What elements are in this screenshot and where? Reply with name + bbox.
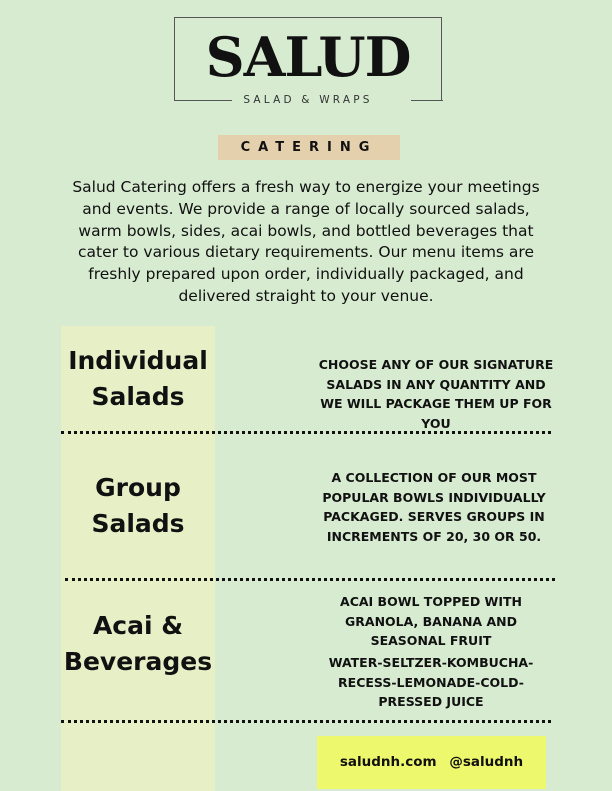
section-description-individual-salads: CHOOSE ANY OF OUR SIGNATURE SALADS IN ANY QUANTITY AND WE WILL PACKAGE THEM UP FOR YOU [318,357,554,431]
dotted-divider [61,720,551,723]
section-title-individual-salads [61,343,215,415]
section-title-line: Group [95,473,181,502]
brand-logo: SALUD [205,25,411,89]
section-title-group-salads [61,470,215,542]
section-title-line: Acai & [92,611,184,640]
section-title-line: Salads [91,509,185,538]
intro-paragraph: Salud Catering offers a fresh way to energize your meetings and events. We provide a range of locally sourced salads, warm bowls, sides, acai bowls, and bottled beverages that cater to various dietary requirements. Our menu items are freshly prepared upon order, individually packaged, and delivered straight to your venue. [72,178,540,305]
section-title-line: Beverages [63,647,213,676]
dotted-divider [61,431,551,434]
contact-footer [317,736,546,789]
section-title-acai-beverages [61,608,215,680]
section-title-line: Individual [68,346,208,375]
dotted-divider [65,578,555,581]
section-title-line: Salads [91,382,185,411]
website-link[interactable]: saludnh.com [339,754,437,770]
section-description-beverages: WATER-SELTZER-KOMBUCHA-RECESS-LEMONADE-COLD-PRESSED JUICE [328,655,534,709]
section-description-acai: ACAI BOWL TOPPED WITH GRANOLA, BANANA AND SEASONAL FRUIT [340,594,522,648]
catering-heading: CATERING [218,135,400,160]
social-handle[interactable]: @saludnh [449,754,524,770]
section-description-group-salads: A COLLECTION OF OUR MOST POPULAR BOWLS INDIVIDUALLY PACKAGED. SERVES GROUPS IN INCREMENTS OF 20, 30 OR 50. [322,470,546,544]
brand-tagline: SALAD & WRAPS [243,94,373,106]
